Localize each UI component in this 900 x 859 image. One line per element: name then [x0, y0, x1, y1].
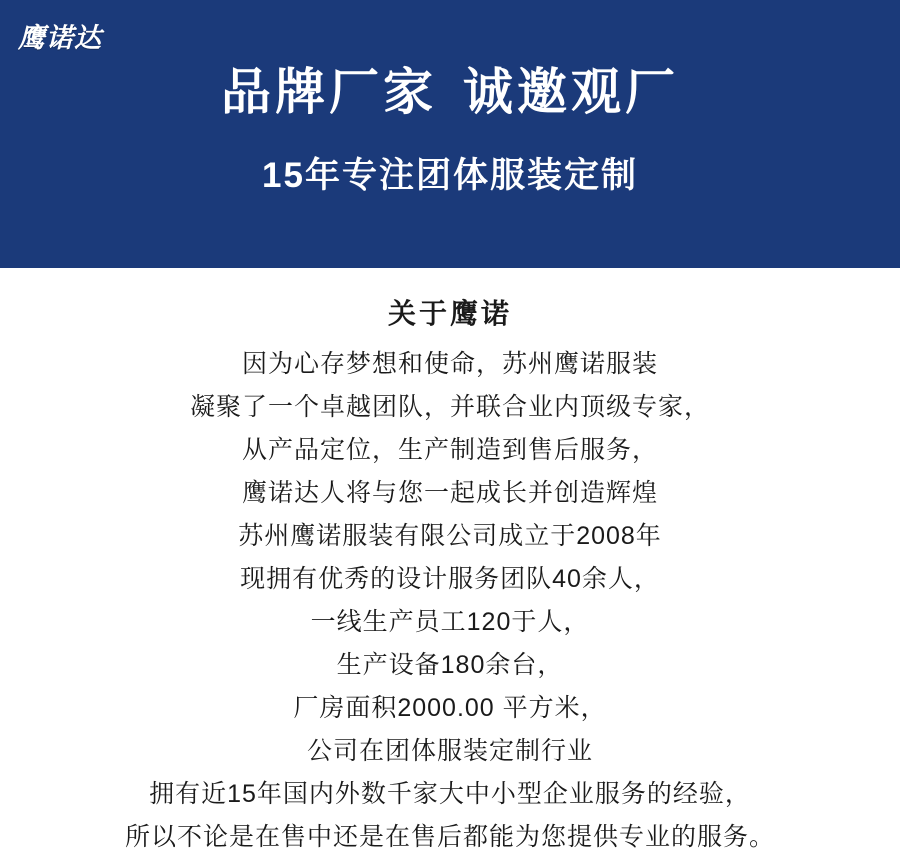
about-line: 所以不论是在售中还是在售后都能为您提供专业的服务。 [124, 823, 775, 852]
about-line: 从产品定位，生产制造到售后服务， [241, 436, 658, 465]
brand-logo-text: 鹰诺达 [18, 22, 102, 53]
banner-text-block [0, 0, 900, 268]
about-line: 拥有近15年国内外数千家大中小型企业服务的经验， [149, 780, 751, 809]
banner-title [221, 62, 679, 122]
about-heading: 关于鹰诺 [387, 298, 512, 329]
about-line: 现拥有优秀的设计服务团队40余人， [240, 565, 660, 594]
about-line: 厂房面积2000.00 平方米， [293, 694, 607, 723]
hero-banner [0, 0, 900, 268]
about-line: 凝聚了一个卓越团队，并联合业内顶级专家， [189, 393, 710, 422]
banner-subtitle: 15年专注团体服装定制 [262, 156, 638, 195]
about-line: 因为心存梦想和使命，苏州鹰诺服装 [241, 350, 658, 379]
banner-title-left: 品牌厂家 [221, 64, 437, 120]
about-line: 苏州鹰诺服装有限公司成立于2008年 [238, 522, 662, 551]
about-section [0, 268, 900, 859]
about-line: 公司在团体服装定制行业 [306, 737, 593, 766]
about-line: 一线生产员工120于人， [310, 608, 590, 637]
banner-title-right: 诚邀观厂 [463, 64, 679, 120]
about-line: 鹰诺达人将与您一起成长并创造辉煌 [241, 479, 658, 508]
about-line: 生产设备180余台， [336, 651, 564, 680]
about-paragraph [0, 343, 900, 859]
